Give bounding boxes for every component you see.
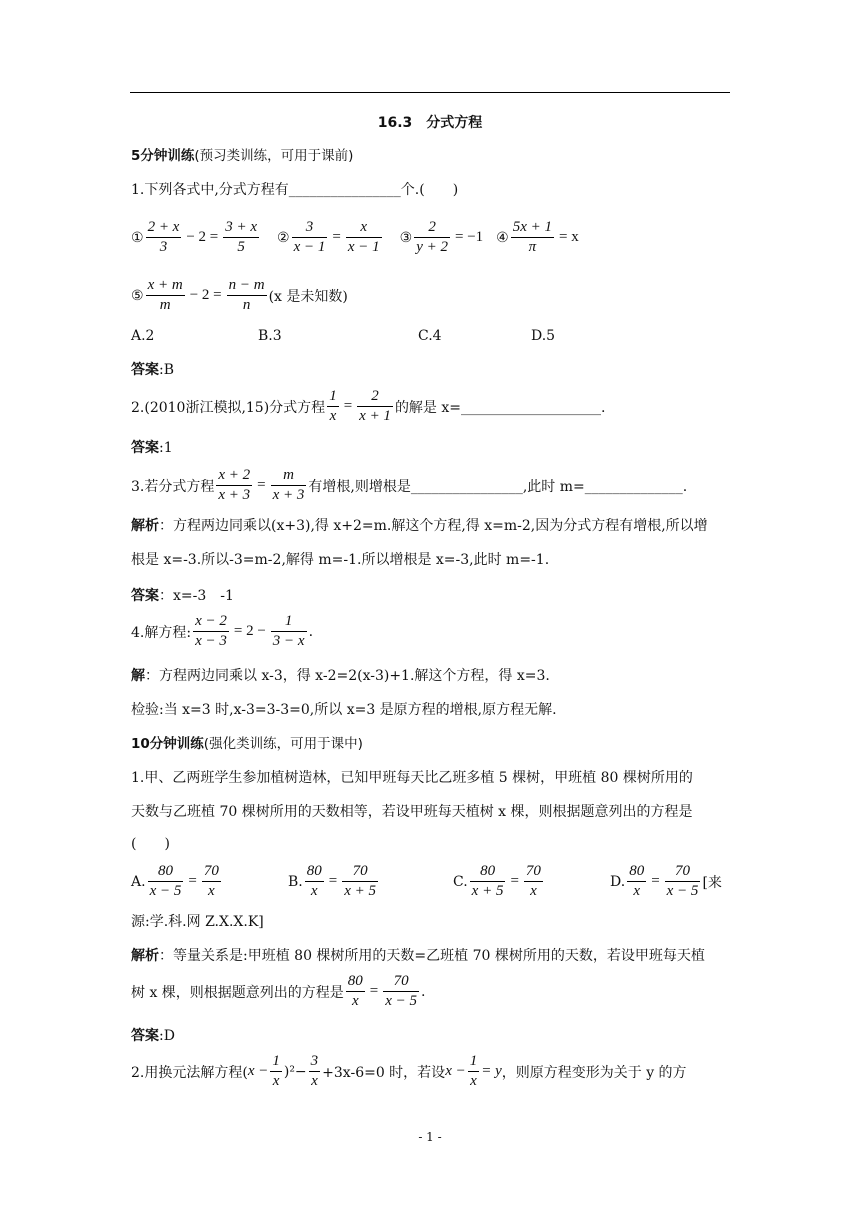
text-segment: :B — [159, 362, 175, 378]
text-segment: ：方程两边同乘以 x-3，得 x-2=2(x-3)+1.解这个方程，得 x=3. — [145, 668, 550, 684]
text-segment: = — [257, 477, 266, 493]
section-note: (强化类训练，可用于课中) — [203, 736, 363, 752]
text-segment: x — [272, 1073, 280, 1089]
text-segment: = — [188, 873, 197, 889]
text-segment: 答案 — [131, 440, 159, 456]
q4-check: 检验:当 x=3 时,x-3=3-3=0,所以 x=3 是原方程的增根,原方程无解. — [131, 702, 557, 718]
circle-3: ③ — [399, 229, 413, 246]
text-segment: x + 5 — [471, 883, 504, 899]
fraction — [468, 1052, 480, 1091]
option-a: A.2 — [131, 328, 155, 344]
p1-analysis-line1 — [131, 946, 705, 966]
p1-analysis-line2 — [131, 972, 426, 1011]
text-segment: x — [470, 1073, 477, 1089]
text-segment: ，则原方程变形为关于 y 的方 — [501, 1064, 687, 1081]
text-segment: 2.用换元法解方程( — [131, 1064, 248, 1081]
text-segment: x − 5 — [666, 883, 699, 899]
text-segment: x — [633, 883, 641, 899]
circle-5: ⑤ — [131, 287, 144, 304]
text-segment: 80 — [347, 973, 363, 989]
fraction — [193, 612, 229, 651]
equation-note: (x 是未知数) — [268, 288, 348, 305]
q1-answer — [131, 360, 174, 380]
text-segment: = — [510, 873, 519, 889]
text-segment: . — [308, 623, 314, 640]
text-segment: x — [311, 1073, 318, 1089]
section-5min — [131, 146, 353, 166]
fraction — [146, 276, 185, 315]
option-c: C.4 — [418, 328, 442, 344]
text-segment: x — [207, 883, 215, 899]
text-segment: 70 — [675, 863, 691, 879]
text-segment: 解 — [131, 668, 145, 684]
option-b: B.3 — [258, 328, 282, 344]
text-segment: x — [329, 408, 337, 424]
text-segment: x + 2 — [218, 467, 251, 483]
fraction — [470, 862, 506, 901]
fraction — [271, 466, 307, 505]
fraction — [383, 972, 419, 1011]
text-segment: 80 — [306, 863, 322, 879]
p1-answer — [131, 1026, 175, 1046]
text-segment: 70 — [525, 863, 541, 879]
text-segment: = x — [559, 229, 579, 245]
text-segment: A. — [131, 873, 146, 890]
fraction — [216, 466, 252, 505]
fraction — [414, 218, 450, 257]
fraction — [346, 972, 365, 1011]
p1-line1: 1.甲、乙两班学生参加植树造林，已知甲班每天比乙班多植 5 棵树，甲班植 80 棵树所用的 — [131, 770, 693, 786]
text-segment: 解析 — [131, 948, 159, 964]
text-segment: 解析 — [131, 518, 159, 534]
text-segment: 1 — [469, 1053, 478, 1069]
text-segment: 5x + 1 — [512, 219, 552, 235]
page-number: - 1 - — [418, 1130, 442, 1144]
fraction — [202, 862, 221, 901]
text-segment: m — [159, 297, 171, 313]
fraction — [305, 862, 324, 901]
text-segment: B. — [288, 873, 303, 890]
circle-4: ④ — [496, 229, 509, 246]
text-segment: − 2 = — [186, 229, 219, 245]
text-segment: 有增根,则增根是________________,此时 m=______________. — [308, 478, 688, 495]
text-segment: 答案 — [131, 362, 159, 378]
section-head: 5分钟训练 — [131, 148, 195, 164]
text-segment: = y — [481, 1063, 502, 1079]
text-segment: :D — [159, 1028, 175, 1044]
text-segment: 80 — [480, 863, 496, 879]
fraction — [148, 862, 184, 901]
text-segment: . — [421, 983, 426, 1000]
text-segment: :1 — [159, 440, 173, 456]
text-segment: m — [283, 467, 294, 483]
text-segment: 4.解方程: — [131, 624, 192, 641]
text-segment: 80 — [629, 863, 645, 879]
header-rule — [130, 92, 730, 93]
text-segment: x + 3 — [272, 487, 305, 503]
fraction — [665, 862, 701, 901]
text-segment: = — [651, 873, 660, 889]
p1-option-b — [288, 862, 380, 901]
fraction — [271, 612, 307, 651]
q4-stem — [131, 612, 313, 651]
text-segment: x — [530, 883, 537, 899]
fraction — [309, 1052, 321, 1091]
text-segment: y + 2 — [416, 239, 448, 255]
q1-equations-row2 — [131, 276, 348, 315]
q4-solution — [131, 666, 550, 686]
text-segment: x − 2 — [195, 613, 227, 629]
text-segment: 1 — [272, 1053, 280, 1069]
text-segment: x − 1 — [293, 239, 326, 255]
text-segment: x − 5 — [385, 993, 418, 1009]
text-segment: 2 + x — [147, 219, 180, 235]
circle-1: ① — [131, 229, 144, 246]
p1-option-c — [453, 862, 545, 901]
p1-line2: 天数与乙班植 70 棵树所用的天数相等，若设甲班每天植树 x 棵，则根据题意列出的方程是 — [131, 804, 693, 820]
text-segment: x — [310, 883, 318, 899]
q2-stem — [131, 387, 605, 426]
q3-analysis-line2: 根是 x=-3.所以-3=m-2,解得 m=-1.所以增根是 x=-3,此时 m=-1. — [131, 552, 550, 568]
section-10min — [131, 734, 363, 754]
text-segment: x + 5 — [344, 883, 376, 899]
fraction — [146, 218, 182, 257]
text-segment: − 2 = — [189, 287, 222, 303]
text-segment: x + 1 — [359, 408, 391, 424]
text-segment: 70 — [393, 973, 409, 989]
text-segment: D. — [610, 873, 626, 890]
option-d: D.5 — [531, 328, 556, 344]
p2-stem — [131, 1052, 687, 1091]
text-segment: ：等量关系是:甲班植 80 棵树所用的天数=乙班植 70 棵树所用的天数，若设甲班每天植 — [159, 948, 705, 964]
text-segment: n — [242, 297, 251, 313]
section-head: 10分钟训练 — [131, 736, 204, 752]
text-segment: = — [332, 229, 341, 245]
fraction — [270, 1052, 282, 1091]
q3-stem — [131, 466, 687, 505]
section-note: (预习类训练，可用于课前) — [194, 148, 354, 164]
fraction — [524, 862, 543, 901]
text-segment: 3 − x — [272, 633, 305, 649]
text-segment: 答案 — [131, 1028, 159, 1044]
text-segment: 70 — [203, 863, 219, 879]
fraction — [223, 218, 259, 257]
text-segment: 5 — [237, 239, 245, 255]
text-segment: 2 — [371, 388, 379, 404]
fraction — [511, 218, 554, 257]
text-segment: 2 — [428, 219, 436, 235]
text-segment: = — [343, 398, 353, 414]
text-segment: 答案 — [131, 588, 159, 604]
fraction — [342, 862, 378, 901]
text-segment: x — [360, 219, 368, 235]
text-segment: 70 — [352, 863, 368, 879]
text-segment: +3x-6=0 时，若设 — [322, 1064, 446, 1081]
text-segment: 树 x 棵，则根据题意列出的方程是 — [131, 984, 344, 1001]
fraction — [346, 218, 382, 257]
text-segment: 1 — [329, 388, 337, 404]
text-segment: n − m — [228, 277, 265, 293]
q1-stem: 1.下列各式中,分式方程有________________个.( ) — [131, 182, 459, 198]
fraction — [357, 387, 393, 426]
q2-answer — [131, 438, 173, 458]
fraction — [627, 862, 646, 901]
text-segment: )²− — [283, 1063, 307, 1080]
q1-equations-row1 — [131, 218, 582, 257]
fraction — [292, 218, 328, 257]
text-segment: 2.(2010浙江模拟,15)分式方程 — [131, 399, 326, 416]
text-segment: 3.若分式方程 — [131, 478, 215, 495]
text-segment: 3 — [305, 219, 314, 235]
q3-answer — [131, 586, 234, 606]
text-segment: 3 — [310, 1053, 319, 1069]
p1-source: 源:学.科.网 Z.X.X.K] — [131, 914, 264, 930]
text-segment: x — [351, 993, 359, 1009]
text-segment: = −1 — [454, 229, 484, 245]
text-segment: x − — [247, 1063, 269, 1079]
p1-option-d — [610, 862, 722, 901]
text-segment: 3 — [159, 239, 168, 255]
text-segment: 的解是 x=____________________. — [394, 399, 606, 416]
text-segment: π — [528, 239, 537, 255]
text-segment: x + 3 — [218, 487, 251, 503]
text-segment: = — [369, 983, 379, 999]
text-segment: = — [328, 873, 338, 889]
page-title: 16.3 分式方程 — [377, 115, 483, 131]
fraction — [227, 276, 267, 315]
text-segment: C. — [453, 873, 468, 890]
text-segment: x + m — [147, 277, 183, 293]
text-segment: x − 1 — [347, 239, 380, 255]
text-segment: x − 5 — [149, 883, 182, 899]
text-segment: x − — [445, 1063, 466, 1079]
text-segment: [来 — [702, 874, 722, 891]
text-segment: x − 3 — [195, 633, 227, 649]
fraction — [327, 387, 339, 426]
text-segment: ：x=-3 -1 — [159, 588, 234, 604]
text-segment: 3 + x — [225, 219, 258, 235]
p1-option-a — [131, 862, 223, 901]
text-segment: 80 — [157, 863, 173, 879]
q3-analysis-line1 — [131, 516, 708, 536]
p1-line3: ( ) — [131, 836, 170, 852]
circle-2: ② — [277, 229, 290, 246]
text-segment: = 2 − — [233, 623, 266, 639]
text-segment: 1 — [284, 613, 293, 629]
text-segment: ：方程两边同乘以(x+3),得 x+2=m.解这个方程,得 x=m-2,因为分式方程有增根,所以增 — [159, 518, 708, 534]
